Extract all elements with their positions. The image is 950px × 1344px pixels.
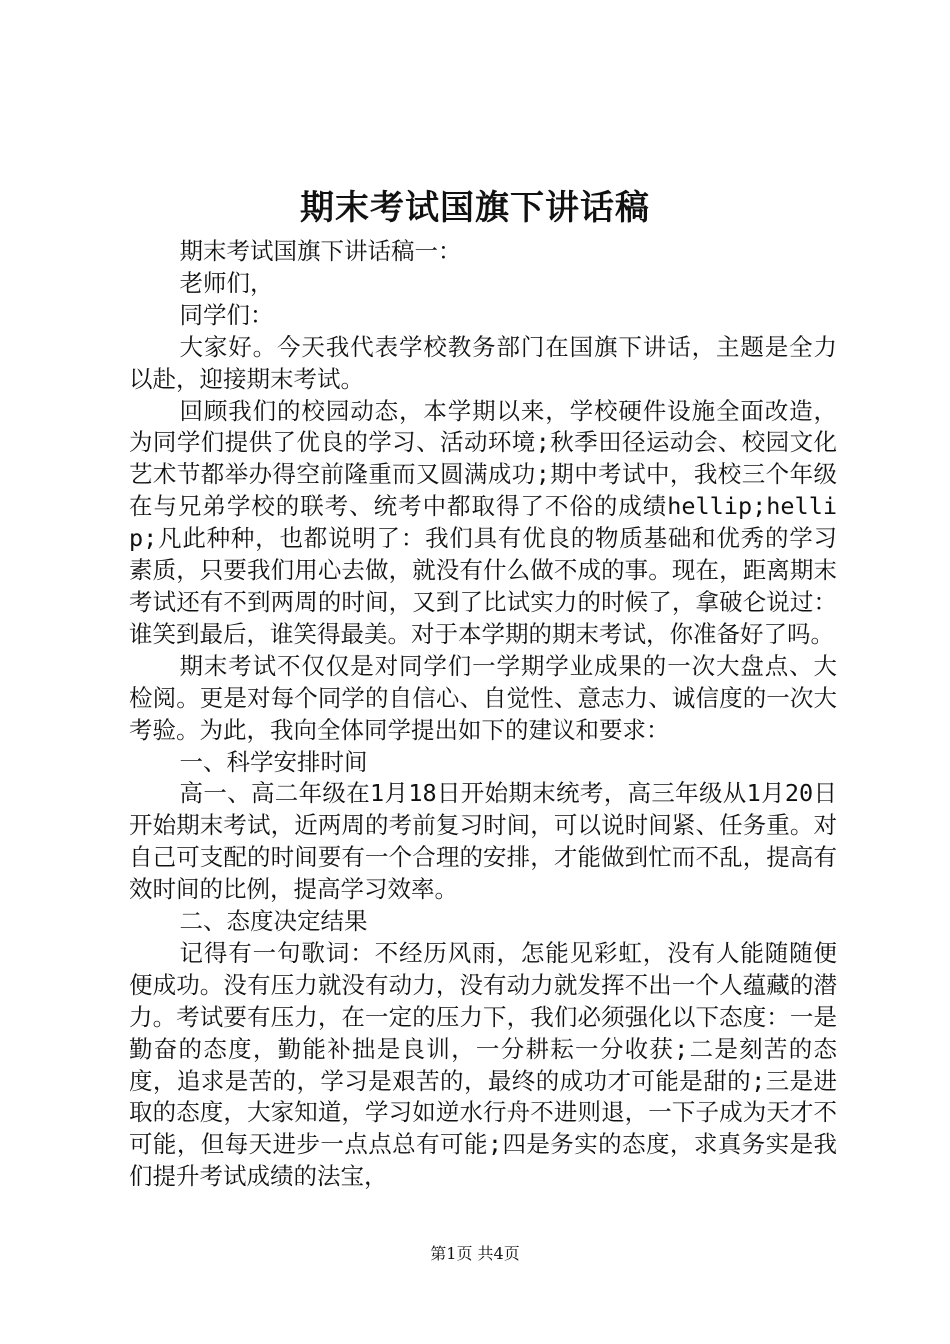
page-number-footer: 第1页 共4页: [430, 1244, 520, 1263]
document-body: [129, 236, 837, 1193]
paragraph-time: 高一、高二年级在1月18日开始期末统考，高三年级从1月20日开始期末考试，近两周的考前复习时间，可以说时间紧、任务重。对自己可支配的时间要有一个合理的安排，才能做到忙而不乱，提高有效时间的比例，提高学习效率。: [129, 779, 837, 904]
section-heading-time: 一、科学安排时间: [179, 747, 368, 776]
paragraph-greeting: 大家好。今天我代表学校教务部门在国旗下讲话，主题是全力以赴，迎接期末考试。: [129, 332, 837, 393]
paragraph-salutation-teachers: 老师们，: [179, 268, 274, 297]
paragraph-attitude: 记得有一句歌词：不经历风雨，怎能见彩虹，没有人能随随便便成功。没有压力就没有动力，没有动力就发挥不出一个人蕴藏的潜力。考试要有压力，在一定的压力下，我们必须强化以下态度：一是勤奋的态度，勤能补拙是良训，一分耕耘一分收获;二是刻苦的态度，追求是苦的，学习是艰苦的，最终的成功才可能是甜的;三是进取的态度，大家知道，学习如逆水行舟不进则退，一下子成为天才不可能，但每天进步一点点总有可能;四是务实的态度，求真务实是我们提升考试成绩的法宝，: [129, 938, 837, 1191]
paragraph-salutation-students: 同学们：: [179, 300, 274, 329]
paragraph-heading-1: 期末考试国旗下讲话稿一：: [179, 237, 462, 265]
document-title: 期末考试国旗下讲话稿: [300, 188, 650, 228]
paragraph-exam-significance: 期末考试不仅仅是对同学们一学期学业成果的一次大盘点、大检阅。更是对每个同学的自信心、自觉性、意志力、诚信度的一次大考验。为此，我向全体同学提出如下的建议和要求：: [129, 651, 837, 744]
paragraph-review: 回顾我们的校园动态，本学期以来，学校硬件设施全面改造，为同学们提供了优良的学习、活动环境;秋季田径运动会、校园文化艺术节都举办得空前隆重而又圆满成功;期中考试中，我校三个年级在与兄弟学校的联考、统考中都取得了不俗的成绩hellip;hellip;凡此种种，也都说明了：我们具有优良的物质基础和优秀的学习素质，只要我们用心去做，就没有什么做不成的事。现在，距离期末考试还有不到两周的时间，又到了比试实力的时候了，拿破仑说过：谁笑到最后，谁笑得最美。对于本学期的期末考试，你准备好了吗。: [129, 396, 837, 648]
section-heading-attitude: 二、态度决定结果: [179, 907, 368, 936]
